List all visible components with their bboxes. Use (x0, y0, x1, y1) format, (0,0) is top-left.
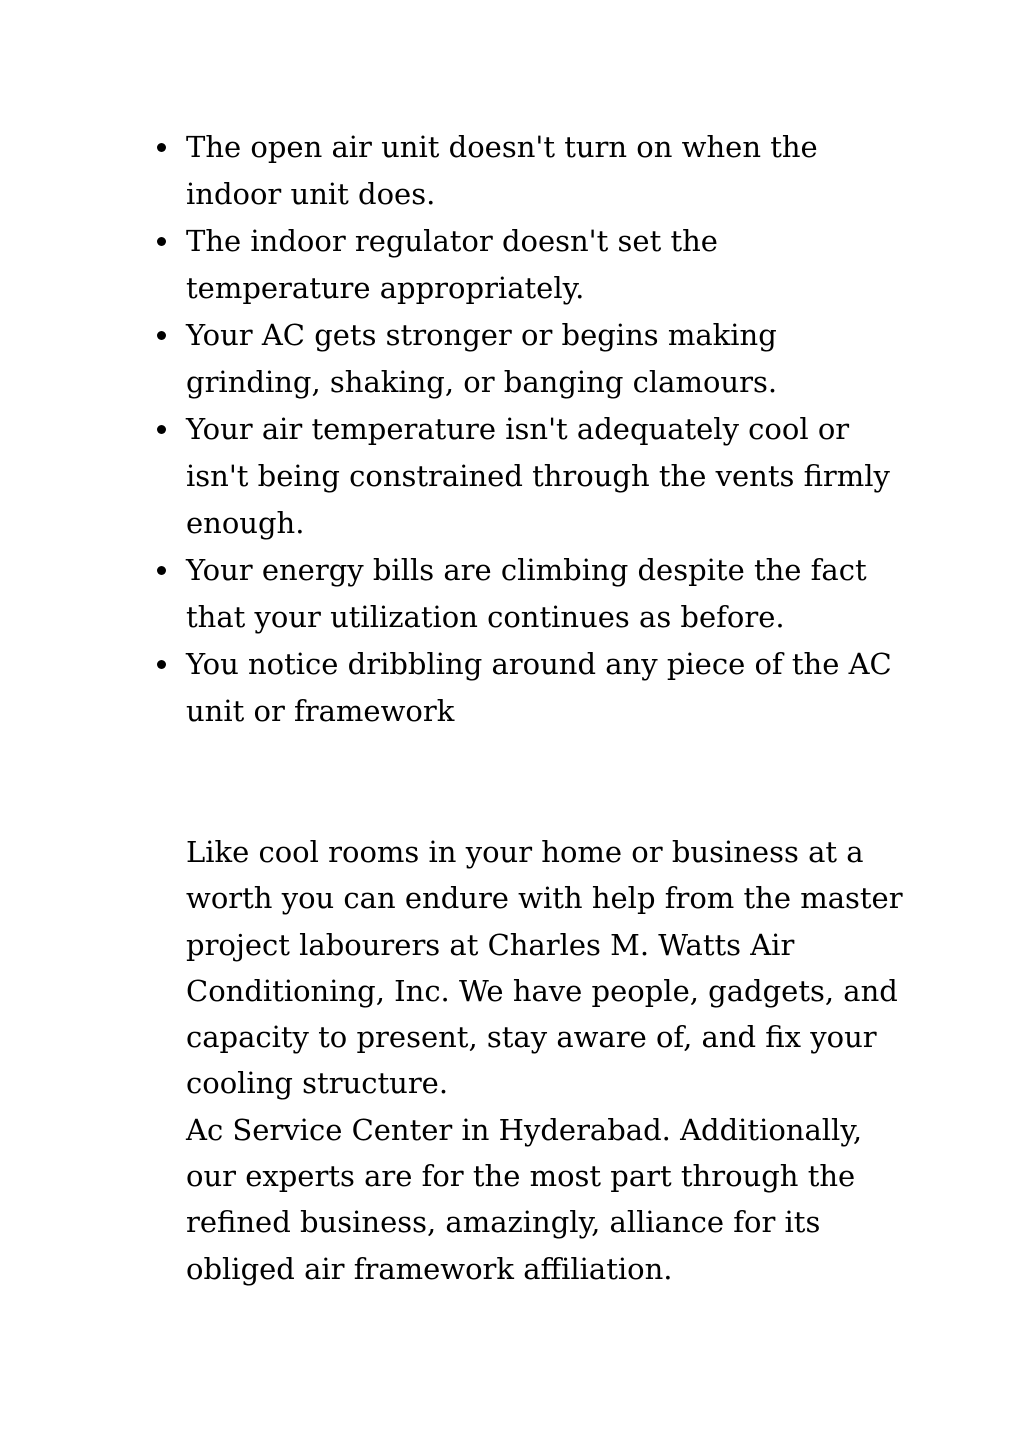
bullet-item (186, 312, 906, 406)
paragraph-service-center: Ac Service Center in Hyderabad. Additionally, our experts are for the most part through the refined business, amazingly, alliance for its obliged air framework affiliation. (186, 1112, 863, 1286)
body-text (186, 829, 911, 1292)
bullet-dot-icon (157, 660, 166, 669)
bullet-text: Your air temperature isn't adequately cool or isn't being constrained through the vents firmly enough. (186, 412, 890, 540)
bullet-item (186, 641, 906, 735)
bullet-text: You notice dribbling around any piece of the AC unit or framework (186, 647, 892, 728)
paragraph-intro: Like cool rooms in your home or business at a worth you can endure with help from the master project labourers at Charles M. Watts Air Conditioning, Inc. We have people, gadgets, and capacity to present, stay aware of, and fix your cooling structure. (186, 835, 903, 1101)
bullet-dot-icon (157, 425, 166, 434)
bullet-dot-icon (157, 566, 166, 575)
bullet-item (186, 406, 906, 547)
bullet-text: Your energy bills are climbing despite the fact that your utilization continues as before. (186, 553, 867, 634)
bullet-text: Your AC gets stronger or begins making grinding, shaking, or banging clamours. (186, 318, 778, 399)
bullet-text: The indoor regulator doesn't set the temperature appropriately. (186, 224, 718, 305)
bullet-item (186, 547, 906, 641)
bullet-list (186, 124, 906, 735)
bullet-item (186, 124, 906, 218)
bullet-text: The open air unit doesn't turn on when the indoor unit does. (186, 130, 818, 211)
bullet-dot-icon (157, 237, 166, 246)
bullet-item (186, 218, 906, 312)
bullet-dot-icon (157, 143, 166, 152)
bullet-dot-icon (157, 331, 166, 340)
